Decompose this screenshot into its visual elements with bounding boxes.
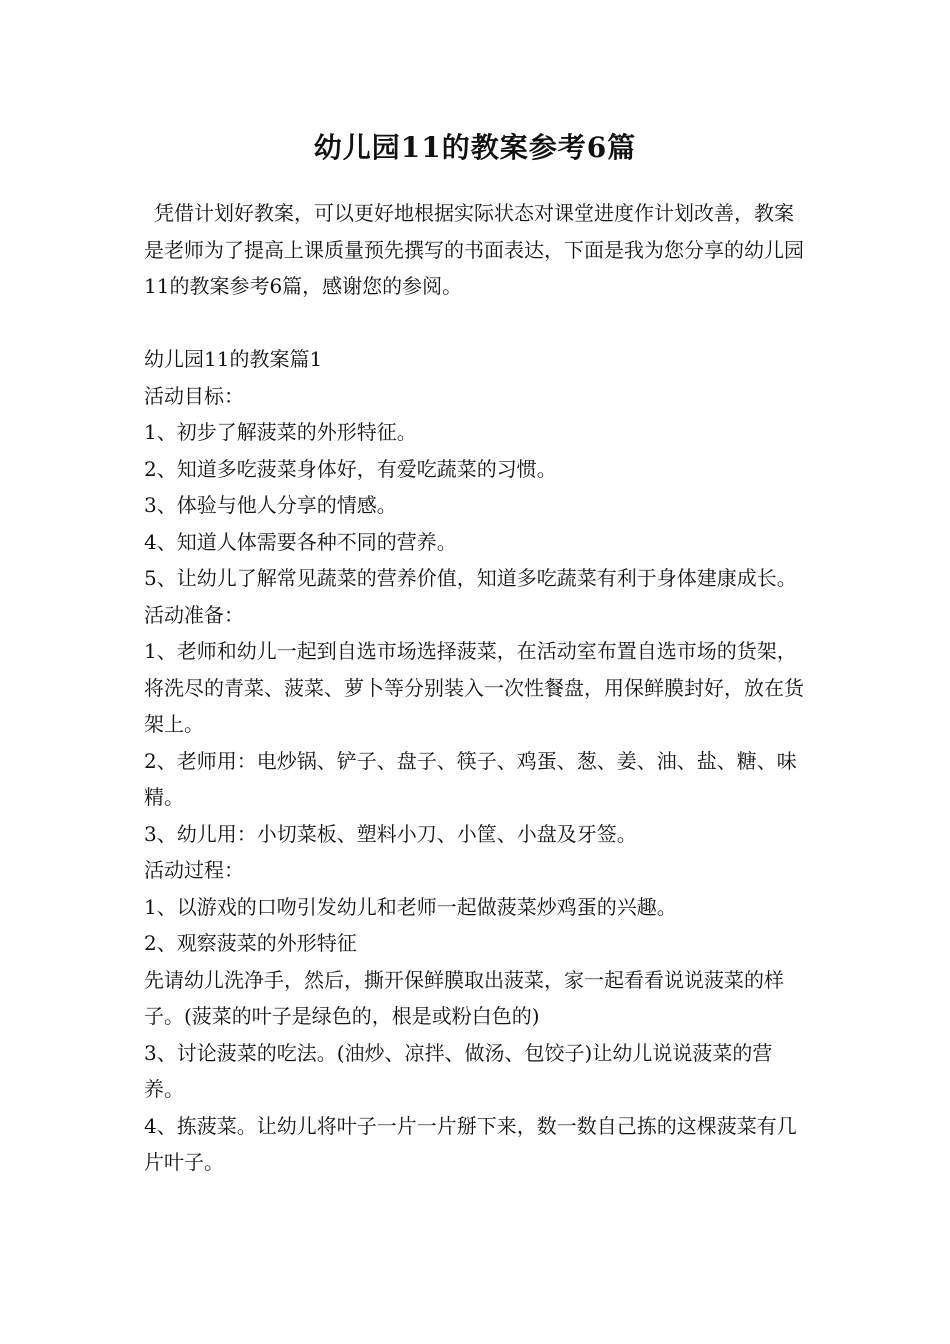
subheading-preparation: 活动准备： bbox=[144, 602, 244, 627]
body-paragraph: 先请幼儿洗净手，然后，撕开保鲜膜取出菠菜，家一起看看说说菠菜的样子。(菠菜的叶子是绿色的，根是或粉白色的) bbox=[144, 967, 784, 1028]
list-item: 1、以游戏的口吻引发幼儿和老师一起做菠菜炒鸡蛋的兴趣。 bbox=[144, 894, 677, 919]
list-item: 2、老师用：电炒锅、铲子、盘子、筷子、鸡蛋、葱、姜、油、盐、糖、味精。 bbox=[144, 748, 797, 809]
list-item: 3、体验与他人分享的情感。 bbox=[144, 493, 397, 517]
list-item: 1、初步了解菠菜的外形特征。 bbox=[144, 420, 417, 444]
document-title: 幼儿园11的教案参考6篇 bbox=[313, 131, 637, 164]
list-item: 4、知道人体需要各种不同的营养。 bbox=[144, 529, 457, 554]
list-item: 1、老师和幼儿一起到自选市场选择菠菜，在活动室布置自选市场的货架，将洗尽的青菜、菠菜、萝卜等分别装入一次性餐盘，用保鲜膜封好，放在货架上。 bbox=[144, 639, 804, 736]
subheading-goals: 活动目标： bbox=[144, 383, 244, 408]
list-item: 2、知道多吃菠菜身体好，有爱吃蔬菜的习惯。 bbox=[144, 456, 557, 481]
list-item: 3、幼儿用：小切菜板、塑料小刀、小筐、小盘及牙签。 bbox=[144, 821, 637, 846]
list-item: 3、讨论菠菜的吃法。(油炒、凉拌、做汤、包饺子)让幼儿说说菠菜的营养。 bbox=[144, 1040, 773, 1101]
subheading-process: 活动过程： bbox=[144, 858, 244, 882]
list-item: 4、拣菠菜。让幼儿将叶子一片一片掰下来，数一数自己拣的这棵菠菜有几片叶子。 bbox=[144, 1113, 797, 1174]
document-body bbox=[144, 195, 812, 1181]
paragraph-spacer bbox=[144, 305, 812, 342]
list-item: 2、观察菠菜的外形特征 bbox=[144, 931, 357, 955]
intro-paragraph: 凭借计划好教案，可以更好地根据实际状态对课堂进度作计划改善，教案是老师为了提高上课质量预先撰写的书面表达，下面是我为您分享的幼儿园11的教案参考6篇，感谢您的参阅。 bbox=[144, 201, 804, 298]
section-heading: 幼儿园11的教案篇1 bbox=[144, 347, 323, 371]
list-item: 5、让幼儿了解常见蔬菜的营养价值，知道多吃蔬菜有利于身体建康成长。 bbox=[144, 566, 797, 590]
